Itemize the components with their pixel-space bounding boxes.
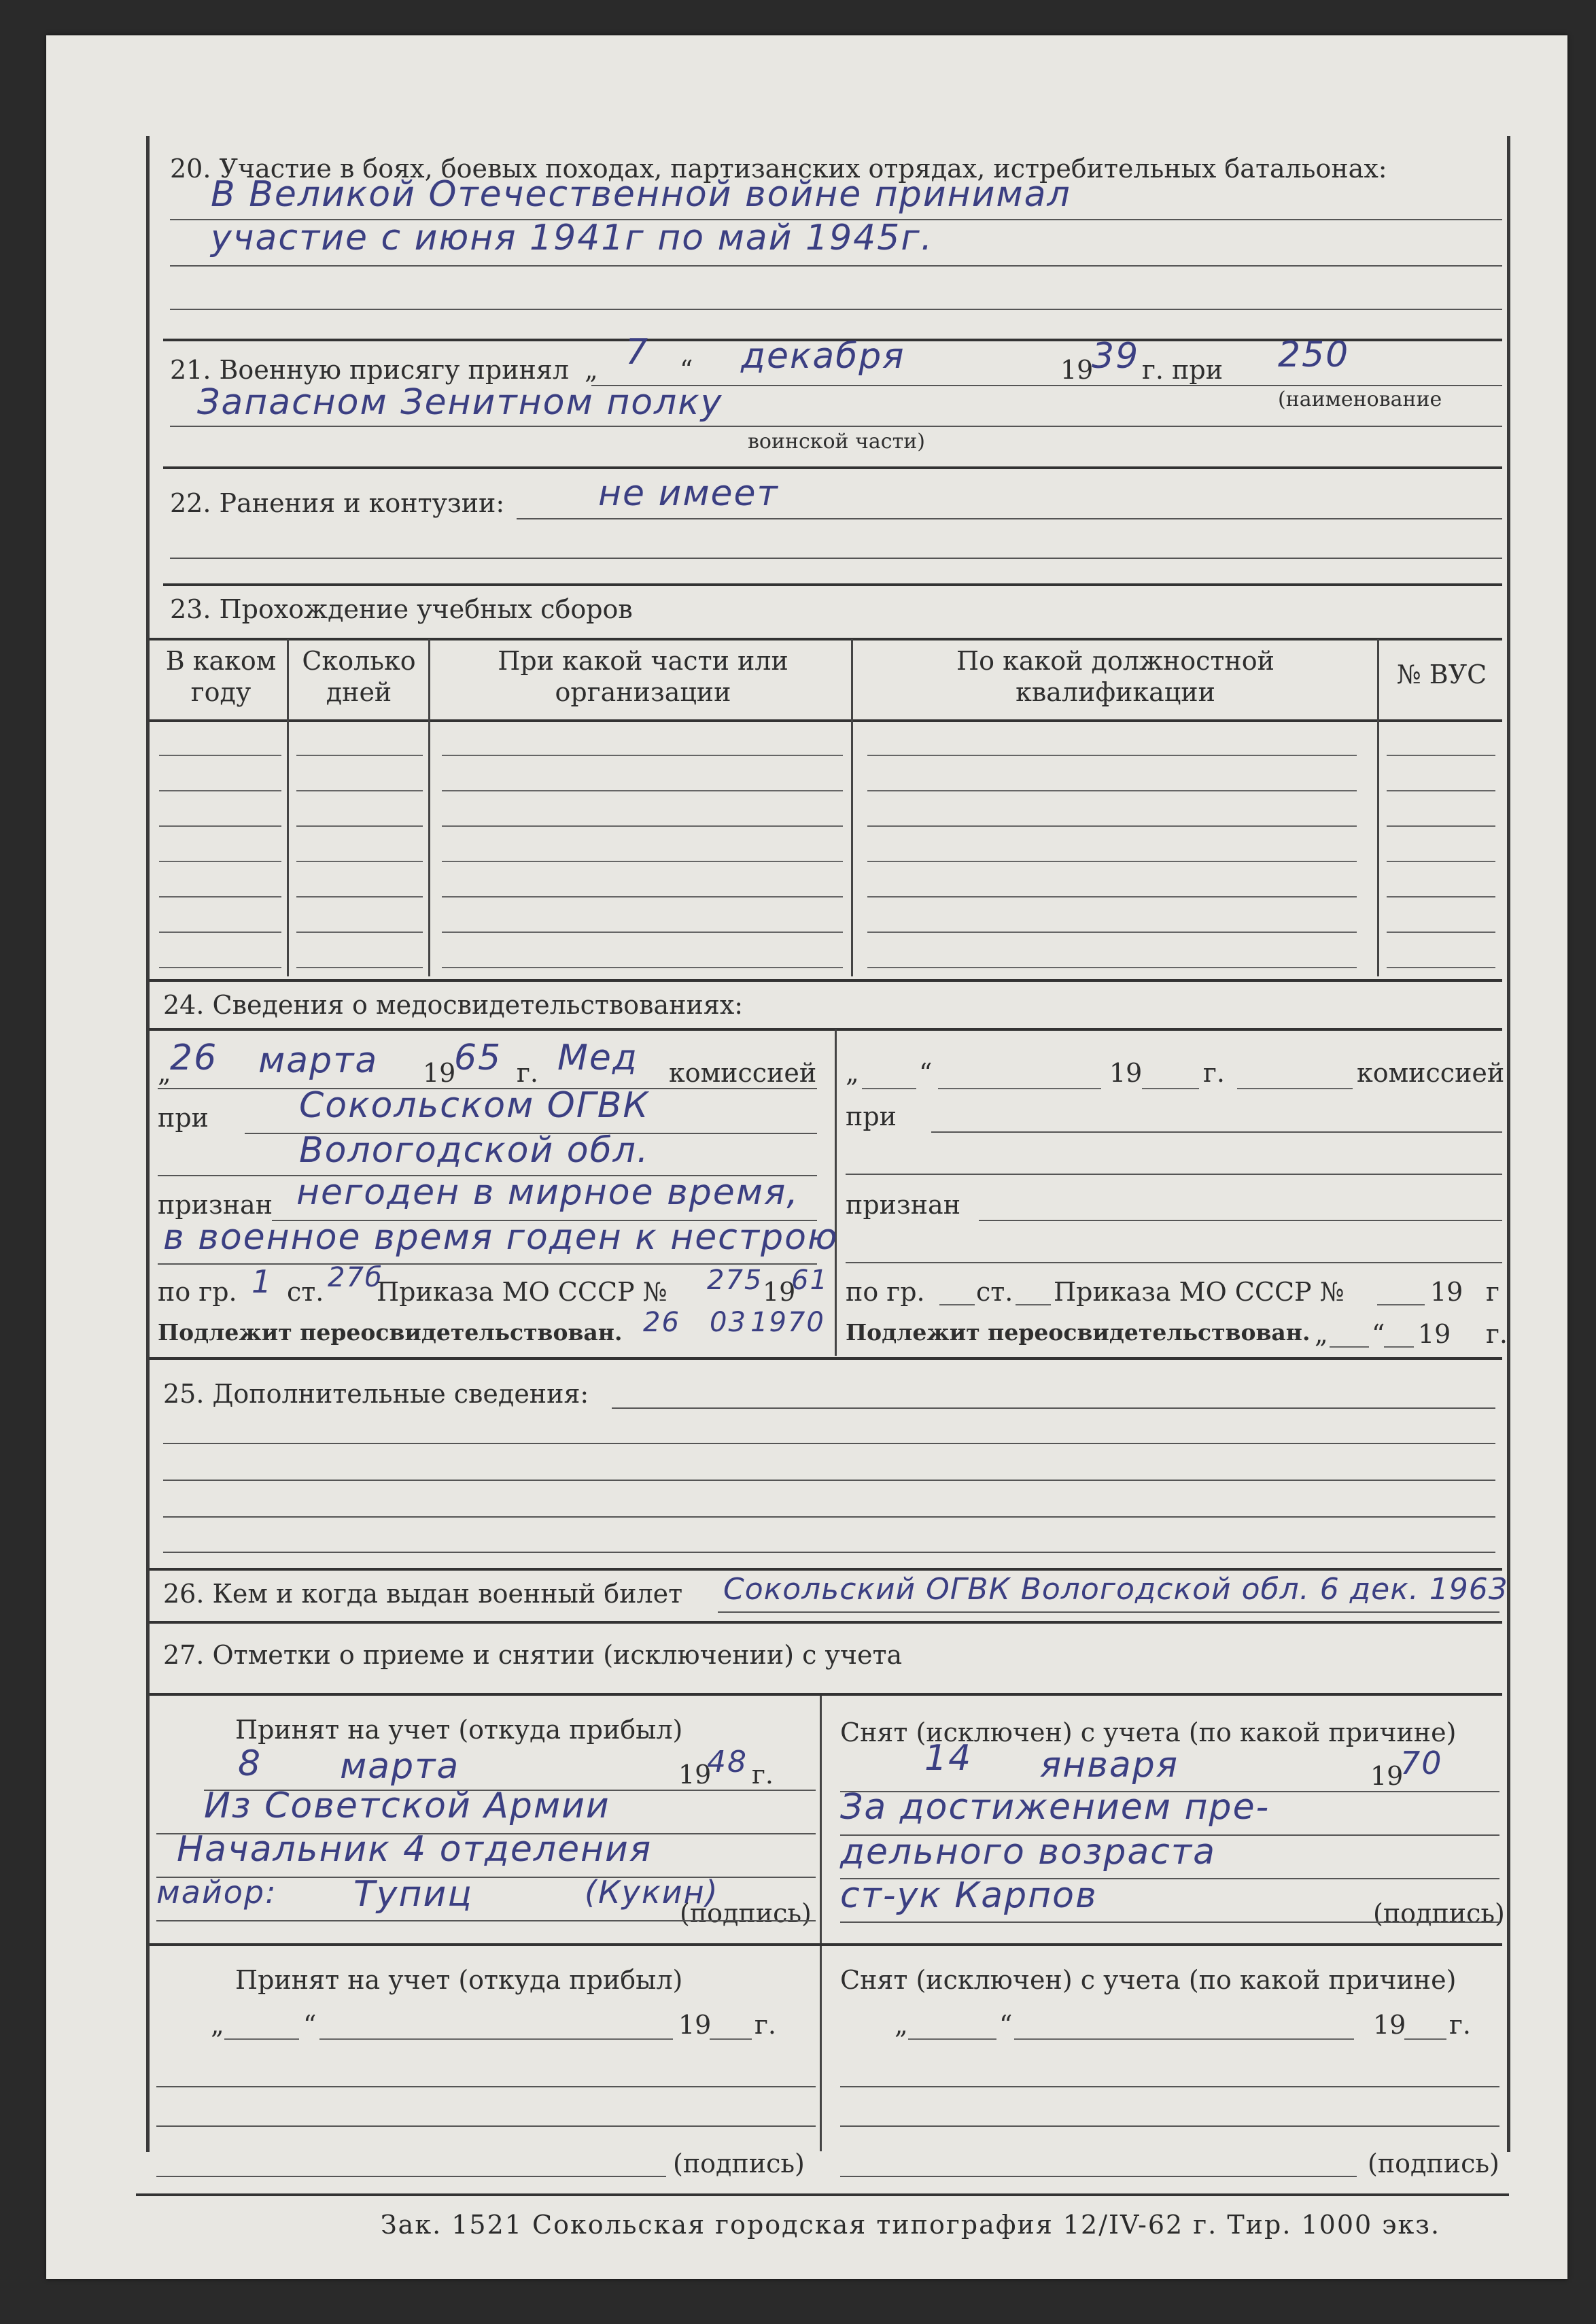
col-days-1: Сколько bbox=[302, 646, 416, 676]
med-left-order: Приказа МО СССР № bbox=[377, 1277, 667, 1307]
rule bbox=[979, 1220, 1502, 1221]
med-left-priznan: признан bbox=[158, 1190, 273, 1220]
rule bbox=[718, 1611, 1499, 1613]
col-unit-2: организации bbox=[555, 677, 731, 707]
med-right-g: г. bbox=[1203, 1058, 1225, 1088]
table-top bbox=[150, 638, 1502, 640]
med-left-reexam-day: 26 bbox=[643, 1307, 680, 1338]
accepted-1-name: (Кукин) bbox=[585, 1874, 719, 1911]
section-divider bbox=[150, 1693, 1502, 1696]
med-right-reexam-y: 19 bbox=[1418, 1319, 1451, 1349]
table-blank-line bbox=[442, 932, 843, 933]
table-blank-line bbox=[296, 896, 423, 898]
removed-1-signature-label: (подпись) bbox=[1373, 1898, 1505, 1928]
table-blank-line bbox=[159, 755, 281, 756]
removed-1-signer: ст-ук Карпов bbox=[840, 1875, 1098, 1916]
table-blank-line bbox=[159, 825, 281, 827]
table-blank-line bbox=[296, 825, 423, 827]
med-right-st: ст. bbox=[976, 1277, 1013, 1307]
table-blank-line bbox=[159, 790, 281, 791]
med-left-pri: при bbox=[158, 1103, 209, 1133]
table-blank-line bbox=[159, 861, 281, 862]
blank-line bbox=[1142, 1088, 1199, 1089]
med-left-reexam-year: 1970 bbox=[750, 1307, 825, 1338]
oath-year: 39 bbox=[1092, 336, 1140, 377]
med-left-st: ст. bbox=[287, 1277, 324, 1307]
table-blank-line bbox=[867, 896, 1357, 898]
med-left-gr: 1 bbox=[251, 1263, 273, 1300]
accepted-1-month: марта bbox=[340, 1746, 460, 1787]
section-20-handwriting-1: В Великой Отечественной войне принимал bbox=[211, 174, 1071, 215]
rule bbox=[170, 265, 1502, 267]
accepted-2-year-pre: 19 bbox=[678, 2010, 712, 2040]
removed-1-reason: За достижением пре- bbox=[840, 1787, 1270, 1828]
table-blank-line bbox=[296, 755, 423, 756]
removed-1-day: 14 bbox=[924, 1738, 973, 1779]
rule bbox=[156, 2125, 816, 2127]
med-left-month: марта bbox=[258, 1040, 379, 1081]
table-blank-line bbox=[296, 967, 423, 968]
section-20-handwriting-2: участие с июня 1941г по май 1945г. bbox=[211, 218, 934, 258]
accepted-1-signature: Тупиц bbox=[353, 1874, 473, 1915]
accepted-1-signature-label: (подпись) bbox=[680, 1898, 812, 1928]
oath-pri: г. при bbox=[1142, 355, 1224, 385]
blank-line bbox=[939, 1304, 975, 1305]
table-blank-line bbox=[442, 825, 843, 827]
accepted-1-year-pre: 19 bbox=[678, 1760, 712, 1790]
med-right-quote-close: “ bbox=[919, 1058, 933, 1088]
rule bbox=[846, 1262, 1502, 1263]
col-unit-1: При какой части или bbox=[498, 646, 788, 676]
col-qual-1: По какой должностной bbox=[956, 646, 1274, 676]
blank-line bbox=[1237, 1088, 1353, 1089]
table-blank-line bbox=[296, 861, 423, 862]
section-26-label: 26. Кем и когда выдан военный билет bbox=[163, 1579, 683, 1609]
med-left-where: Сокольском ОГВК bbox=[299, 1085, 650, 1126]
table-blank-line bbox=[442, 967, 843, 968]
med-left-po-gr: по гр. bbox=[158, 1277, 237, 1307]
med-right-commission: комиссией bbox=[1357, 1058, 1505, 1088]
table-blank-line bbox=[867, 825, 1357, 827]
oath-quote-open: „ bbox=[585, 355, 598, 385]
oath-month: декабря bbox=[741, 336, 905, 377]
rule bbox=[156, 1920, 816, 1921]
med-right-reexam-g: г. bbox=[1486, 1319, 1508, 1349]
removed-1-month: января bbox=[1040, 1745, 1179, 1785]
accepted-1-g: г. bbox=[752, 1760, 774, 1790]
table-blank-line bbox=[867, 967, 1357, 968]
table-blank-line bbox=[296, 790, 423, 791]
rule bbox=[517, 518, 1502, 519]
section-divider bbox=[150, 1568, 1502, 1571]
rule bbox=[840, 2125, 1499, 2127]
rule bbox=[840, 2176, 1357, 2177]
table-blank-line bbox=[867, 790, 1357, 791]
removed-2-heading: Снят (исключен) с учета (по какой причине) bbox=[840, 1965, 1457, 1995]
rule bbox=[156, 2086, 816, 2087]
rule bbox=[840, 1921, 1499, 1923]
removed-1-year-pre: 19 bbox=[1370, 1761, 1404, 1791]
section-divider bbox=[150, 1621, 1502, 1624]
oath-unit-name: Запасном Зенитном полку bbox=[197, 382, 723, 423]
section-25-label: 25. Дополнительные сведения: bbox=[163, 1379, 589, 1409]
table-blank-line bbox=[159, 967, 281, 968]
blank-line bbox=[1377, 1304, 1425, 1305]
accepted-2-signature-label: (подпись) bbox=[673, 2149, 805, 2178]
blank-line bbox=[1016, 1304, 1051, 1305]
removed-2-quote-close: “ bbox=[999, 2010, 1013, 2040]
removed-2-signature-label: (подпись) bbox=[1368, 2149, 1499, 2178]
table-blank-line bbox=[867, 861, 1357, 862]
med-left-order-num: 275 bbox=[707, 1265, 763, 1296]
section-divider bbox=[150, 1943, 1502, 1946]
med-right-order-year: 19 bbox=[1430, 1277, 1463, 1307]
med-right-quote-open: „ bbox=[846, 1058, 859, 1088]
rule bbox=[840, 2086, 1499, 2087]
oath-day: 7 bbox=[625, 332, 650, 373]
rule bbox=[591, 385, 1502, 386]
rule bbox=[170, 426, 1502, 427]
med-left-reexam: Подлежит переосвидетельствован. bbox=[158, 1319, 623, 1346]
med-left-reexam-month: 03 bbox=[710, 1307, 747, 1338]
blank-line bbox=[1014, 2038, 1354, 2040]
med-left-st-hw: 27б bbox=[328, 1262, 383, 1293]
table-bottom bbox=[150, 979, 1502, 982]
col-vus: № ВУС bbox=[1396, 660, 1487, 689]
med-right-order-g: г bbox=[1486, 1277, 1499, 1307]
table-blank-line bbox=[1387, 755, 1495, 756]
blank-line bbox=[319, 2038, 673, 2040]
col-divider bbox=[428, 639, 430, 976]
accepted-2-heading: Принят на учет (откуда прибыл) bbox=[235, 1965, 683, 1995]
col-year-2: году bbox=[190, 677, 251, 707]
form-bottom-rule bbox=[136, 2193, 1509, 2196]
table-blank-line bbox=[442, 755, 843, 756]
accepted-2-quote: „ bbox=[211, 2010, 224, 2040]
unit-hint-2: воинской части) bbox=[748, 430, 925, 454]
rule bbox=[931, 1131, 1502, 1133]
med-right-reexam: Подлежит переосвидетельствован. bbox=[846, 1319, 1311, 1346]
section-divider bbox=[150, 1357, 1502, 1360]
table-blank-line bbox=[1387, 790, 1495, 791]
col-days-2: дней bbox=[326, 677, 392, 707]
table-blank-line bbox=[296, 932, 423, 933]
med-left-verdict: негоден в мирное время, bbox=[296, 1172, 799, 1213]
med-right-reexam-q2: “ bbox=[1372, 1319, 1385, 1349]
med-right-po-gr: по гр. bbox=[846, 1277, 925, 1307]
rule bbox=[163, 1480, 1495, 1481]
blank-line bbox=[1404, 2038, 1446, 2040]
rule bbox=[163, 1516, 1495, 1518]
med-left-where-2: Вологодской обл. bbox=[299, 1130, 650, 1171]
table-blank-line bbox=[1387, 825, 1495, 827]
blank-line bbox=[938, 1088, 1101, 1089]
med-right-order: Приказа МО СССР № bbox=[1054, 1277, 1345, 1307]
section-21-label: 21. Военную присягу принял bbox=[170, 355, 569, 385]
table-blank-line bbox=[159, 896, 281, 898]
blank-line bbox=[1384, 1346, 1414, 1348]
section-22-label: 22. Ранения и контузии: bbox=[170, 488, 505, 518]
removed-2-year-pre: 19 bbox=[1373, 2010, 1406, 2040]
table-blank-line bbox=[1387, 896, 1495, 898]
col-divider bbox=[835, 1029, 837, 1356]
blank-line bbox=[862, 1088, 916, 1089]
rule bbox=[156, 2176, 666, 2177]
accepted-1-year: 48 bbox=[707, 1745, 748, 1779]
table-blank-line bbox=[159, 932, 281, 933]
section-20-label: 20. Участие в боях, боевых походах, партизанских отрядах, истребительных батальонах: bbox=[170, 154, 1387, 184]
col-divider bbox=[851, 639, 853, 976]
accepted-1-heading: Принят на учет (откуда прибыл) bbox=[235, 1715, 683, 1745]
accepted-2-g: г. bbox=[754, 2010, 776, 2040]
accepted-1-day: 8 bbox=[238, 1743, 262, 1784]
col-divider bbox=[1377, 639, 1379, 976]
military-id-issuer: Сокольский ОГВК Вологодской обл. 6 дек. 1963 bbox=[723, 1572, 1508, 1607]
med-left-day: 26 bbox=[170, 1038, 218, 1078]
table-blank-line bbox=[442, 861, 843, 862]
med-left-kind: Мед bbox=[557, 1038, 638, 1078]
col-year-1: В каком bbox=[165, 646, 277, 676]
table-blank-line bbox=[867, 755, 1357, 756]
accepted-1-rank: майор: bbox=[156, 1874, 277, 1911]
removed-2-g: г. bbox=[1449, 2010, 1471, 2040]
blank-line bbox=[710, 2038, 752, 2040]
unit-hint-1: (наименование bbox=[1278, 388, 1442, 411]
med-right-year-pre: 19 bbox=[1109, 1058, 1143, 1088]
med-left-verdict-2: в военное время годен к нестрою bbox=[163, 1217, 839, 1258]
table-blank-line bbox=[442, 896, 843, 898]
med-left-order-year: 61 bbox=[791, 1265, 829, 1296]
med-left-year: 65 bbox=[454, 1038, 502, 1078]
section-23-label: 23. Прохождение учебных сборов bbox=[170, 594, 633, 624]
oath-unit-number: 250 bbox=[1278, 335, 1350, 375]
removed-1-reason-2: дельного возраста bbox=[840, 1832, 1217, 1873]
blank-line bbox=[908, 2038, 996, 2040]
section-24-label: 24. Сведения о медосвидетельствованиях: bbox=[163, 990, 744, 1020]
rule bbox=[163, 1552, 1495, 1553]
rule bbox=[612, 1407, 1495, 1409]
section-divider bbox=[163, 583, 1502, 586]
col-qual-2: квалификации bbox=[1016, 677, 1215, 707]
oath-year-prefix: 19 bbox=[1060, 355, 1094, 385]
rule bbox=[170, 558, 1502, 559]
table-blank-line bbox=[1387, 861, 1495, 862]
med-right-priznan: признан bbox=[846, 1190, 961, 1220]
table-blank-line bbox=[442, 790, 843, 791]
med-left-quote: „ bbox=[158, 1058, 171, 1088]
blank-line bbox=[224, 2038, 299, 2040]
printer-footer: Зак. 1521 Сокольская городская типография 12/IV-62 г. Тир. 1000 экз. bbox=[381, 2210, 1441, 2240]
removed-1-year: 70 bbox=[1400, 1745, 1443, 1781]
table-blank-line bbox=[867, 932, 1357, 933]
table-blank-line bbox=[1387, 932, 1495, 933]
blank-line bbox=[1330, 1346, 1369, 1348]
section-27-label: 27. Отметки о приеме и снятии (исключении) с учета bbox=[163, 1640, 903, 1670]
oath-quote-close: “ bbox=[680, 355, 693, 385]
med-left-commission: комиссией bbox=[669, 1058, 817, 1088]
removed-2-quote: „ bbox=[895, 2010, 908, 2040]
section-divider bbox=[150, 1028, 1502, 1031]
removed-1-heading: Снят (исключен) с учета (по какой причине) bbox=[840, 1718, 1457, 1747]
col-divider bbox=[820, 1696, 822, 2151]
med-left-year-pre: 19 bbox=[423, 1058, 456, 1088]
med-right-pri: при bbox=[846, 1101, 897, 1131]
section-divider bbox=[163, 466, 1502, 469]
med-left-order-year-pre: 19 bbox=[763, 1277, 796, 1307]
accepted-1-from: Из Советской Армии bbox=[204, 1785, 610, 1826]
table-blank-line bbox=[1387, 967, 1495, 968]
accepted-1-officer: Начальник 4 отделения bbox=[177, 1829, 653, 1870]
rule bbox=[163, 1443, 1495, 1444]
med-right-reexam-q: „ bbox=[1315, 1319, 1328, 1349]
col-divider bbox=[287, 639, 289, 976]
wounds-handwriting: не имеет bbox=[598, 473, 779, 514]
med-left-g: г. bbox=[517, 1058, 538, 1088]
table-header-bottom bbox=[150, 719, 1502, 722]
rule bbox=[846, 1174, 1502, 1175]
rule bbox=[170, 309, 1502, 310]
accepted-2-quote-close: “ bbox=[303, 2010, 317, 2040]
